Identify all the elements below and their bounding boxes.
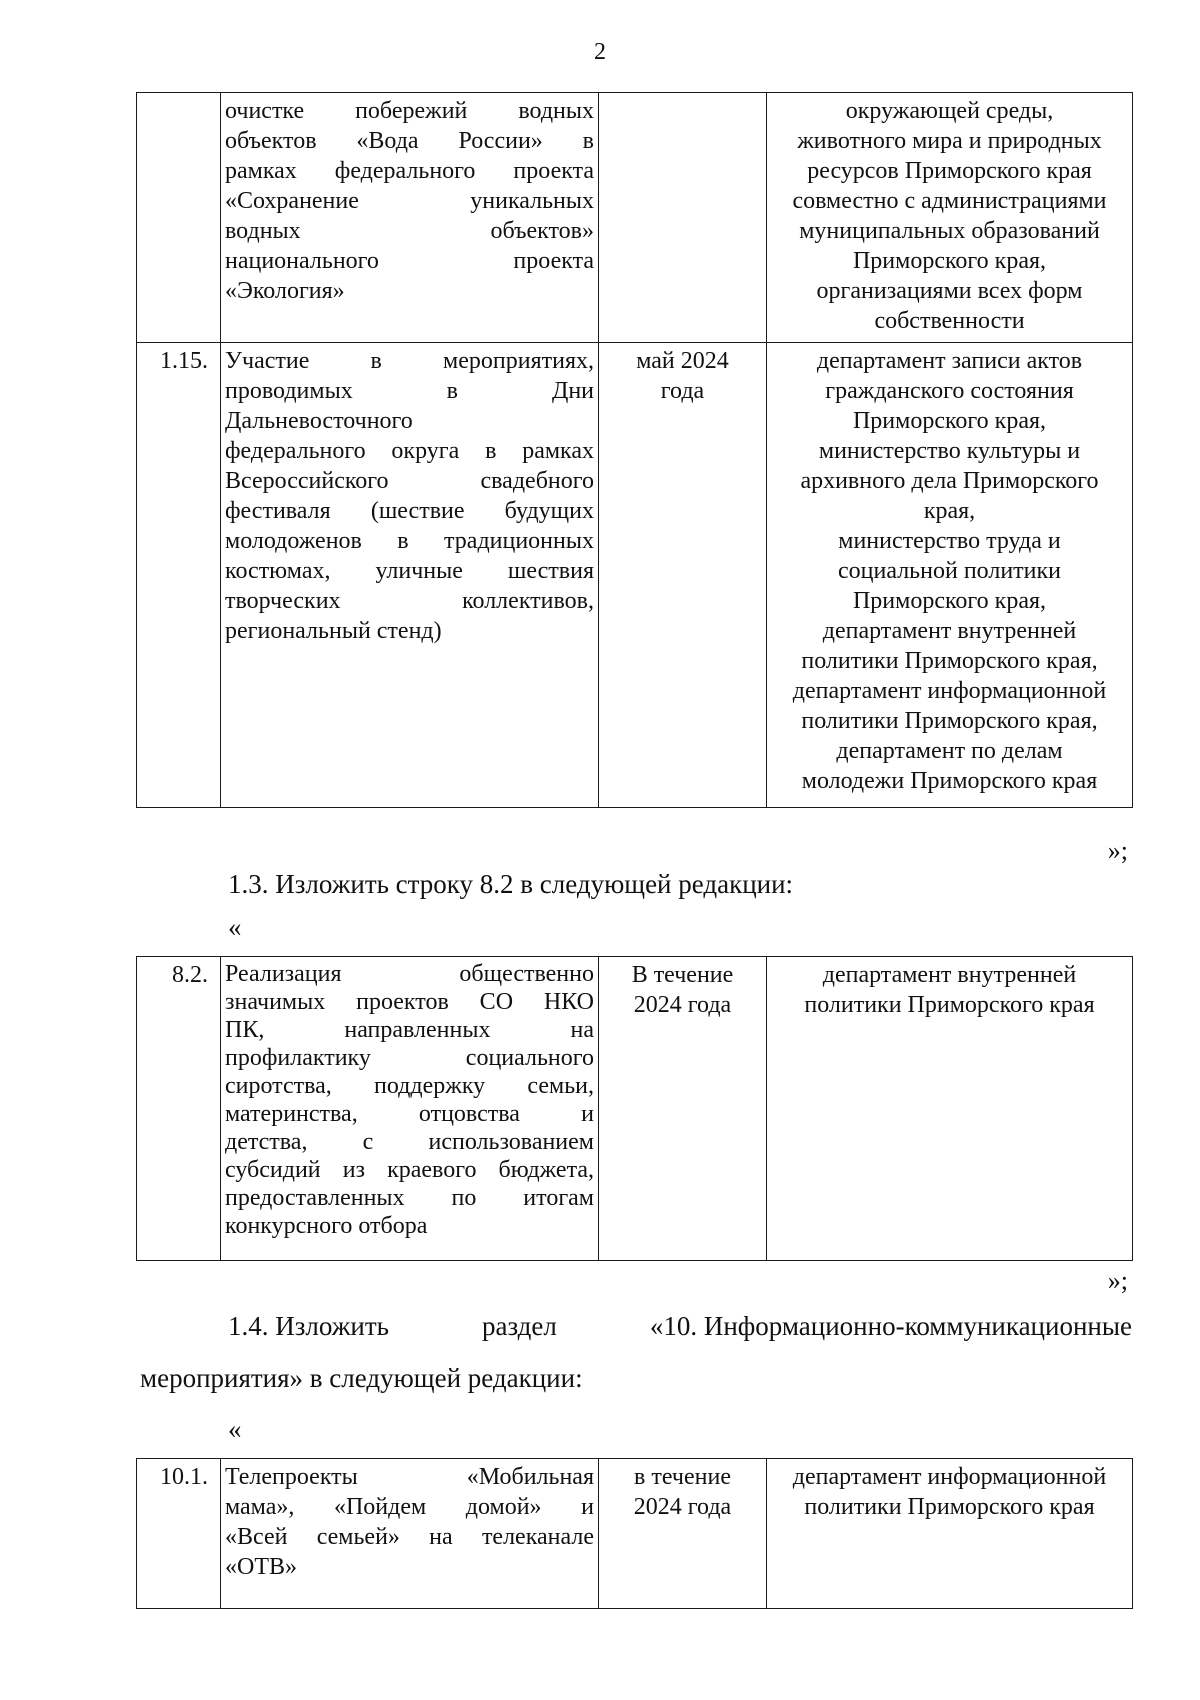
responsible-line: архивного дела Приморского — [800, 468, 1099, 494]
plan-table-row-10-1 — [136, 1458, 1133, 1609]
responsible-line: политики Приморского края, — [801, 708, 1098, 734]
responsible-line: департамент внутренней — [822, 962, 1077, 988]
activity-line: рамках федерального проекта — [225, 158, 594, 184]
activity-line: предоставленных по итогам — [225, 1185, 594, 1211]
row-number-cell — [137, 93, 221, 343]
table-row — [137, 957, 1133, 1261]
paragraph-1-4-line-2: мероприятия» в следующей редакции: — [140, 1363, 583, 1393]
date-line: 2024 года — [633, 992, 732, 1018]
responsible-line: совместно с администрациями — [792, 188, 1107, 214]
activity-line: костюмах, уличные шествия — [225, 558, 594, 584]
activity-line: творческих коллективов, — [225, 588, 594, 614]
activity-line: водных объектов» — [225, 218, 594, 244]
opening-quote: « — [228, 912, 242, 942]
activity-cell — [221, 957, 599, 1261]
activity-line: региональный стенд) — [225, 618, 442, 644]
responsible-line: Приморского края, — [852, 248, 1047, 274]
row-number-cell: 10.1. — [137, 1459, 221, 1609]
activity-line: профилактику социального — [225, 1045, 594, 1071]
activity-cell — [221, 343, 599, 808]
activity-line: мама», «Пойдем домой» и — [225, 1494, 594, 1520]
activity-line: сиротства, поддержку семьи, — [225, 1073, 594, 1099]
activity-line: субсидий из краевого бюджета, — [225, 1157, 594, 1183]
responsible-line: политики Приморского края, — [801, 648, 1098, 674]
activity-line: «ОТВ» — [225, 1554, 297, 1580]
activity-line: объектов «Вода России» в — [225, 128, 594, 154]
activity-line: детства, с использованием — [225, 1129, 594, 1155]
plan-table-row-8-2 — [136, 956, 1133, 1261]
activity-line: национального проекта — [225, 248, 594, 274]
activity-line: фестиваля (шествие будущих — [225, 498, 594, 524]
date-cell — [599, 1459, 767, 1609]
activity-line: «Всей семьей» на телеканале — [225, 1524, 594, 1550]
date-cell — [599, 957, 767, 1261]
date-line: 2024 года — [633, 1494, 732, 1520]
responsible-line: департамент по делам — [836, 738, 1063, 764]
page-number: 2 — [594, 39, 606, 65]
responsible-line: министерство труда и — [838, 528, 1061, 554]
opening-quote: « — [228, 1414, 242, 1444]
activity-line: «Сохранение уникальных — [225, 188, 594, 214]
responsible-line: социальной политики — [838, 558, 1061, 584]
responsible-line: гражданского состояния — [825, 378, 1074, 404]
activity-cell — [221, 93, 599, 343]
row-number-cell: 1.15. — [137, 343, 221, 808]
responsible-line: края, — [923, 498, 976, 524]
responsible-line: ресурсов Приморского края — [807, 158, 1092, 184]
paragraph-1-4-part: раздел — [481, 1311, 557, 1341]
date-line: В течение — [631, 962, 734, 988]
responsible-line: организациями всех форм — [816, 278, 1083, 304]
activity-line: очистке побережий водных — [225, 98, 594, 124]
plan-table-continued — [136, 92, 1133, 808]
table-row — [137, 1459, 1133, 1609]
responsible-line: департамент информационной — [792, 678, 1107, 704]
responsible-line: политики Приморского края — [804, 1494, 1095, 1520]
activity-line: конкурсного отбора — [225, 1213, 428, 1239]
activity-line: Телепроекты «Мобильная — [225, 1464, 594, 1490]
date-cell — [599, 343, 767, 808]
responsible-line: политики Приморского края — [804, 992, 1095, 1018]
paragraph-1-4-line-1 — [228, 1310, 1132, 1342]
activity-line: федерального округа в рамках — [225, 438, 594, 464]
row-number-cell: 8.2. — [137, 957, 221, 1261]
responsible-line: министерство культуры и — [818, 438, 1081, 464]
responsible-line: департамент записи актов — [816, 348, 1083, 374]
activity-line: Дальневосточного — [225, 408, 413, 434]
activity-line: значимых проектов СО НКО — [225, 989, 594, 1015]
table-row — [137, 343, 1133, 808]
activity-line: Реализация общественно — [225, 961, 594, 987]
activity-line: «Экология» — [225, 278, 345, 304]
date-line: в течение — [634, 1464, 731, 1490]
responsible-line: Приморского края, — [852, 408, 1047, 434]
responsible-cell — [767, 957, 1133, 1261]
activity-line: ПК, направленных на — [225, 1017, 594, 1043]
closing-quote: »; — [1107, 1266, 1128, 1295]
paragraph-1-3: 1.3. Изложить строку 8.2 в следующей редакции: — [228, 869, 794, 899]
responsible-line: молодежи Приморского края — [801, 768, 1098, 794]
activity-line: проводимых в Дни — [225, 378, 594, 404]
responsible-line: животного мира и природных — [797, 128, 1102, 154]
date-cell — [599, 93, 767, 343]
responsible-line: муниципальных образований — [799, 218, 1100, 244]
responsible-cell — [767, 93, 1133, 343]
activity-line: материнства, отцовства и — [225, 1101, 594, 1127]
responsible-cell — [767, 1459, 1133, 1609]
responsible-line: Приморского края, — [852, 588, 1047, 614]
responsible-cell — [767, 343, 1133, 808]
date-line: май 2024 — [636, 348, 729, 374]
responsible-line: департамент информационной — [792, 1464, 1107, 1490]
activity-cell — [221, 1459, 599, 1609]
activity-line: Всероссийского свадебного — [225, 468, 594, 494]
responsible-line: собственности — [874, 308, 1025, 334]
activity-line: Участие в мероприятиях, — [225, 348, 594, 374]
closing-quote: »; — [1107, 836, 1128, 865]
date-line: года — [660, 378, 705, 404]
table-row — [137, 93, 1133, 343]
responsible-line: окружающей среды, — [845, 98, 1054, 124]
responsible-line: департамент внутренней — [822, 618, 1077, 644]
paragraph-1-4-part: 1.4. Изложить — [228, 1311, 389, 1341]
paragraph-1-4-part: «10. Информационно-коммуникационные — [649, 1311, 1132, 1341]
activity-line: молодоженов в традиционных — [225, 528, 594, 554]
